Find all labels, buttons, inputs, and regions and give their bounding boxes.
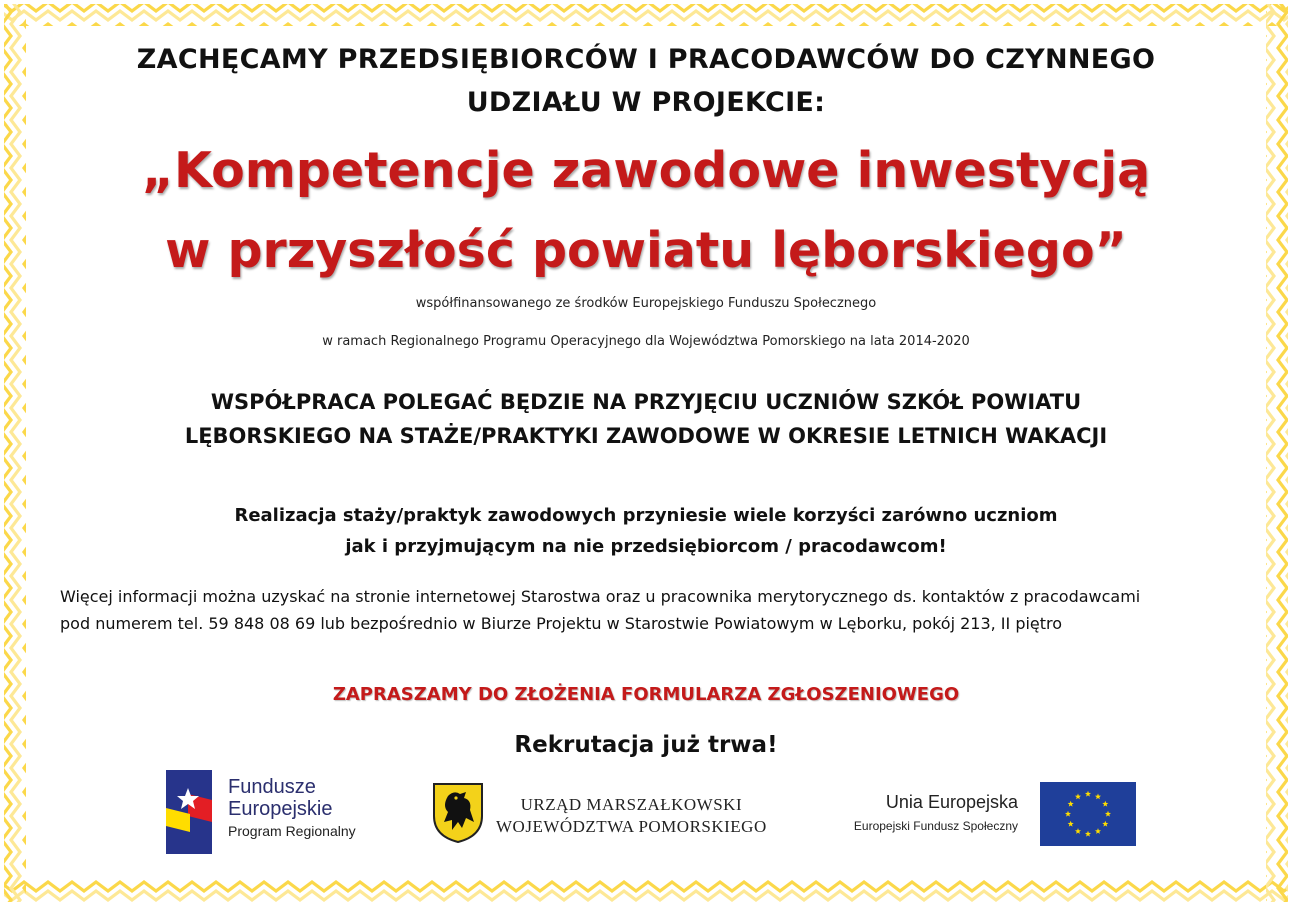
project-title-line-2: w przyszłość powiatu lęborskiego”	[165, 222, 1127, 279]
um-line-2: WOJEWÓDZTWA POMORSKIEGO	[496, 817, 767, 836]
fundusze-europejskie-logo	[166, 770, 386, 854]
fe-subtitle: Program Regionalny	[228, 823, 356, 839]
invitation-text: ZAPRASZAMY DO ZŁOŻENIA FORMULARZA ZGŁOSZENIOWEGO	[332, 684, 960, 705]
cofinancing-line-1: współfinansowanego ze środków Europejskiego Funduszu Społecznego	[415, 296, 877, 311]
contact-line-1: Więcej informacji można uzyskać na stronie internetowej Starostwa oraz u pracownika merytorycznego ds. kontaktów z pracodawcami	[60, 587, 1141, 606]
heading-line-2: UDZIAŁU W PROJEKCIE:	[466, 87, 826, 118]
fe-name-line-1: Fundusze	[228, 776, 316, 798]
contact-line-2: pod numerem tel. 59 848 08 69 lub bezpośrednio w Biurze Projektu w Starostwie Powiatowym w Lęborku, pokój 213, II piętro	[60, 614, 1063, 633]
cooperation-line-2: LĘBORSKIEGO NA STAŻE/PRAKTYKI ZAWODOWE W OKRESIE LETNICH WAKACJI	[184, 424, 1108, 448]
cofinancing-line-2: w ramach Regionalnego Programu Operacyjnego dla Województwa Pomorskiego na lata 2014-2020	[322, 334, 970, 349]
benefits-line-2: jak i przyjmującym na nie przedsiębiorcom / pracodawcom!	[345, 536, 947, 557]
project-title-line-1: „Kompetencje zawodowe inwestycją	[141, 142, 1151, 199]
ue-name: Unia Europejska	[885, 792, 1018, 812]
cooperation-line-1: WSPÓŁPRACA POLEGAĆ BĘDZIE NA PRZYJĘCIU UCZNIÓW SZKÓŁ POWIATU	[210, 390, 1082, 414]
um-line-1: URZĄD MARSZAŁKOWSKI	[520, 795, 743, 814]
fe-star-flag-icon	[166, 770, 212, 854]
eu-flag-icon	[1040, 782, 1136, 846]
heading-line-1: ZACHĘCAMY PRZEDSIĘBIORCÓW I PRACODAWCÓW DO CZYNNEGO	[136, 44, 1156, 75]
fe-name-line-2: Europejskie	[228, 798, 333, 820]
ue-subtitle: Europejski Fundusz Społeczny	[853, 819, 1018, 833]
urzad-marszalkowski-logo	[428, 782, 788, 846]
benefits-line-1: Realizacja staży/praktyk zawodowych przyniesie wiele korzyści zarówno uczniom	[234, 505, 1058, 526]
unia-europejska-logo	[820, 782, 1136, 848]
contact-info	[60, 583, 1240, 637]
griffin-coat-of-arms-icon	[432, 782, 484, 844]
recruitment-text: Rekrutacja już trwa!	[514, 732, 778, 758]
